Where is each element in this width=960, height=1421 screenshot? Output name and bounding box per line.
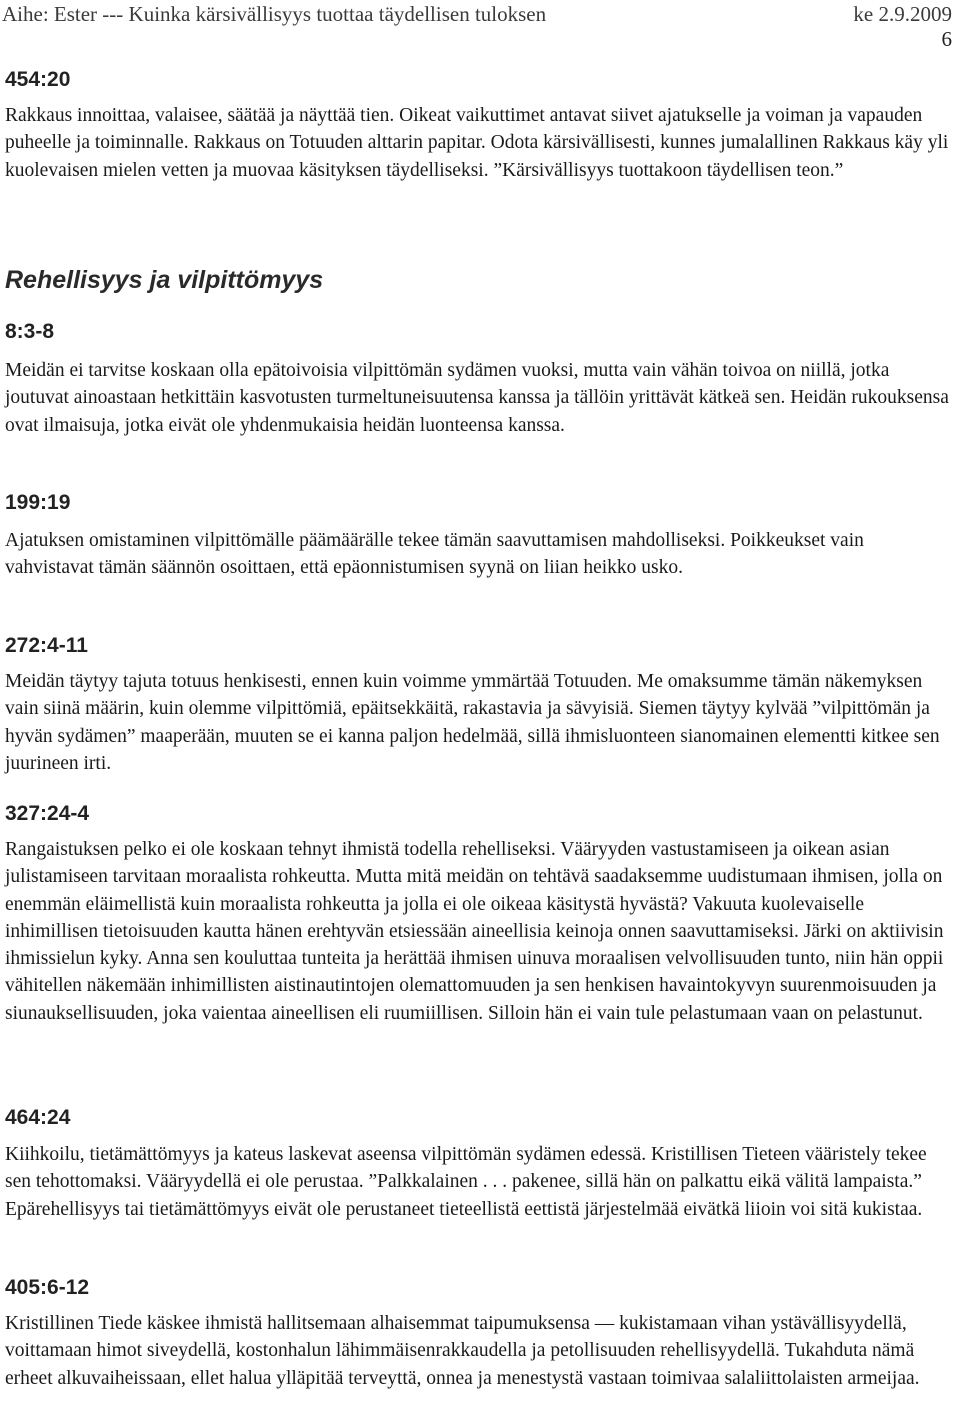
citation-reference: 405:6-12: [5, 1276, 90, 1299]
page-header: [2, 2, 952, 28]
citation-reference: 327:24-4: [5, 802, 90, 825]
citation-reference: 272:4-11: [5, 634, 88, 657]
citation-reference: 464:24: [5, 1106, 71, 1129]
citation-paragraph: Ajatuksen omistaminen vilpittömälle päämäärälle tekee tämän saavuttamisen mahdolliseksi. Poikkeukset vain vahvistavat tämän säännön osoittaen, että epäonnistumisen syynä on liian heikko usko.: [5, 530, 864, 579]
intro-paragraph: Rakkaus innoittaa, valaisee, säätää ja näyttää tien. Oikeat vaikuttimet antavat siivet ajatukselle ja voiman ja vapauden puheelle ja toiminnalle. Rakkaus on Totuuden alttarin papitar. Odota kärsivällisesti, kunnes jumalallinen Rakkaus käy yli kuolevaisen mielen vetten ja muovaa käsityksen täydelliseksi. ”Kärsivällisyys tuottakoon täydellisen teon.”: [5, 105, 949, 181]
citation-paragraph: Rangaistuksen pelko ei ole koskaan tehnyt ihmistä todella rehelliseksi. Vääryyden vastustamiseen ja oikean asian julistamiseen tarvitaan moraalista rohkeutta. Mutta mitä meidän on tehtävä saadaksemme uudistumaan ihmisen, jolla on enemmän eläimellistä kuin moraalista rohkeutta ja jolla ei ole oikeaa käsitystä hyvästä? Vakuuta kuolevaiselle inhimillisen tietoisuuden kautta hänen erehtyvän etsiessään aineellisia keinoja onnen saavuttamiseksi. Järki on aktiivisin ihmissielun kyky. Anna sen kouluttaa tunteita ja herättää ihmisen uinuva moraalisen velvollisuuden tunto, niin hän oppii vähitellen näkemään inhimillisten aistinautintojen olemattomuuden ja sen henkisen havaintokyvyn suurenmoisuuden ja siunauksellisuuden, joka vaientaa aineellisen eli ruumiillisen. Silloin hän ei vain tule pelastumaan vaan on pelastunut.: [5, 839, 944, 1024]
section-title: Rehellisyys ja vilpittömyys: [5, 266, 324, 294]
citation-reference: 8:3-8: [5, 320, 55, 343]
citation-paragraph: Meidän täytyy tajuta totuus henkisesti, ennen kuin voimme ymmärtää Totuuden. Me omaksumme tämän näkemyksen vain siinä määrin, kuin olemme vilpittömiä, epäitsekkäitä, rakastavia ja sävyisiä. Siemen täytyy kylvää ”vilpittömän ja hyvän sydämen” maaperään, muuten se ei kanna paljon hedelmää, sillä ihmisluonteen sianomainen elementti kitkee sen juurineen irti.: [5, 671, 940, 774]
citation-paragraph: Meidän ei tarvitse koskaan olla epätoivoisia vilpittömän sydämen vuoksi, mutta vain vähän toivoa on niillä, jotka joutuvat ainoastaan hetkittäin kasvotusten turmeltuneisuutensa kanssa ja tällöin yrittävät kätkeä sen. Heidän rukouksensa ovat ilmaisuja, jotka eivät ole yhdenmukaisia heidän luonteensa kanssa.: [5, 360, 949, 436]
citation-paragraph: Kristillinen Tiede käskee ihmistä hallitsemaan alhaisemmat taipumuksensa — kukistamaan vihan ystävällisyydellä, voittamaan himot siveydellä, kostonhalun lähimmäisenrakkaudella ja petollisuuden rehellisyydellä. Tukahduta nämä erheet alkuvaiheissaan, ellet halua ylläpitää terveyttä, onnea ja menestystä vastaan toimivaa salaliittolaisten armeijaa.: [5, 1313, 920, 1389]
citation-paragraph: Kiihkoilu, tietämättömyys ja kateus laskevat aseensa vilpittömän sydämen edessä. Kristillisen Tieteen vääristely tekee sen tehottomaksi. Vääryydellä ei ole perustaa. ”Palkkalainen . . . pakenee, sillä hän on palkattu eikä välitä lampaista.” Epärehellisyys tai tietämättömyys eivät ole perustaneet tieteellistä eettistä järjestelmää eivätkä liioin voi sitä kukistaa.: [5, 1144, 927, 1220]
intro-reference: 454:20: [5, 68, 71, 91]
header-date: ke 2.9.2009: [853, 2, 952, 26]
header-topic: Aihe: Ester --- Kuinka kärsivällisyys tuottaa täydellisen tuloksen: [2, 2, 547, 26]
citation-reference: 199:19: [5, 491, 71, 514]
page-number: 6: [941, 27, 952, 51]
